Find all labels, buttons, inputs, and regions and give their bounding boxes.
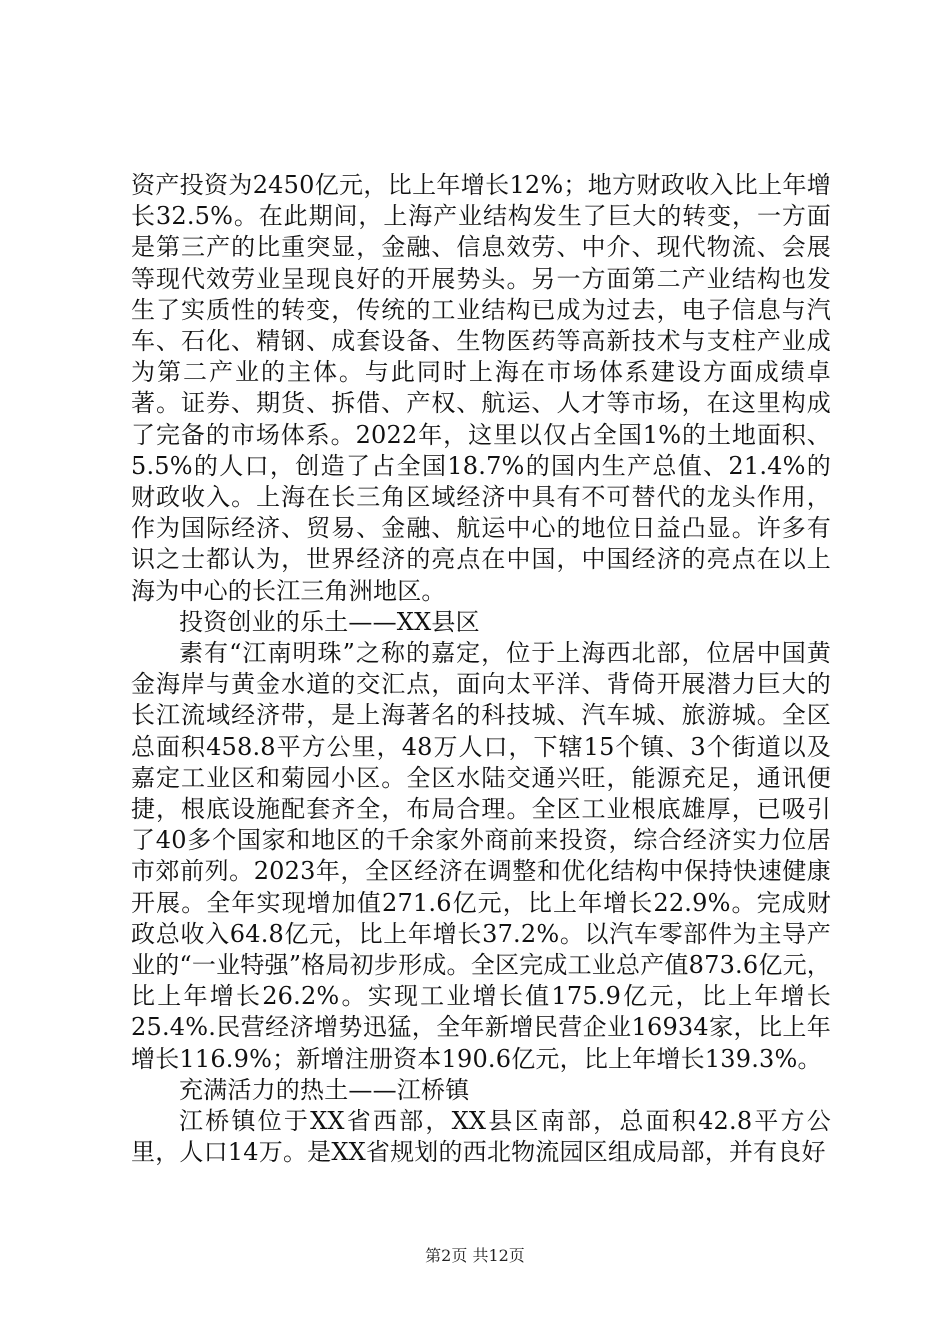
section-heading-jiangqiao: 充满活力的热土——江桥镇 <box>179 1075 470 1104</box>
document-body <box>131 170 831 1169</box>
paragraph-jiangqiao: 江桥镇位于XX省西部，XX县区南部，总面积42.8平方公里，人口14万。是XX省规划的西北物流园区组成局部，并有良好 <box>131 1107 831 1167</box>
section-heading-jiading: 投资创业的乐土——XX县区 <box>179 607 480 636</box>
paragraph-jiading: 素有“江南明珠”之称的嘉定，位于上海西北部，位居中国黄金海岸与黄金水道的交汇点，面向太平洋、背倚开展潜力巨大的长江流域经济带，是上海著名的科技城、汽车城、旅游城。全区总面积458.8平方公里，48万人口，下辖15个镇、3个街道以及嘉定工业区和菊园小区。全区水陆交通兴旺，能源充足，通讯便捷，根底设施配套齐全，布局合理。全区工业根底雄厚，已吸引了40多个国家和地区的千余家外商前来投资，综合经济实力位居市郊前列。2023年，全区经济在调整和优化结构中保持快速健康开展。全年实现增加值271.6亿元，比上年增长22.9%。完成财政总收入64.8亿元，比上年增长37.2%。以汽车零部件为主导产业的“一业特强”格局初步形成。全区完成工业总产值873.6亿元，比上年增长26.2%。实现工业增长值175.9亿元，比上年增长25.4%.民营经济增势迅猛，全年新增民营企业16934家，比上年增长116.9%；新增注册资本190.6亿元，比上年增长139.3%。 <box>131 639 831 1073</box>
paragraph-economy-overview: 资产投资为2450亿元，比上年增长12%；地方财政收入比上年增长32.5%。在此期间，上海产业结构发生了巨大的转变，一方面是第三产的比重突显，金融、信息效劳、中介、现代物流、会展等现代效劳业呈现良好的开展势头。另一方面第二产业结构也发生了实质性的转变，传统的工业结构已成为过去，电子信息与汽车、石化、精钢、成套设备、生物医药等高新技术与支柱产业成为第二产业的主体。与此同时上海在市场体系建设方面成绩卓著。证券、期货、拆借、产权、航运、人才等市场，在这里构成了完备的市场体系。2022年，这里以仅占全国1%的土地面积、5.5%的人口，创造了占全国18.7%的国内生产总值、21.4%的财政收入。上海在长三角区域经济中具有不可替代的龙头作用，作为国际经济、贸易、金融、航运中心的地位日益凸显。许多有识之士都认为，世界经济的亮点在中国，中国经济的亮点在以上海为中心的长江三角洲地区。 <box>131 171 831 605</box>
page-number-footer: 第2页 共12页 <box>425 1246 525 1265</box>
